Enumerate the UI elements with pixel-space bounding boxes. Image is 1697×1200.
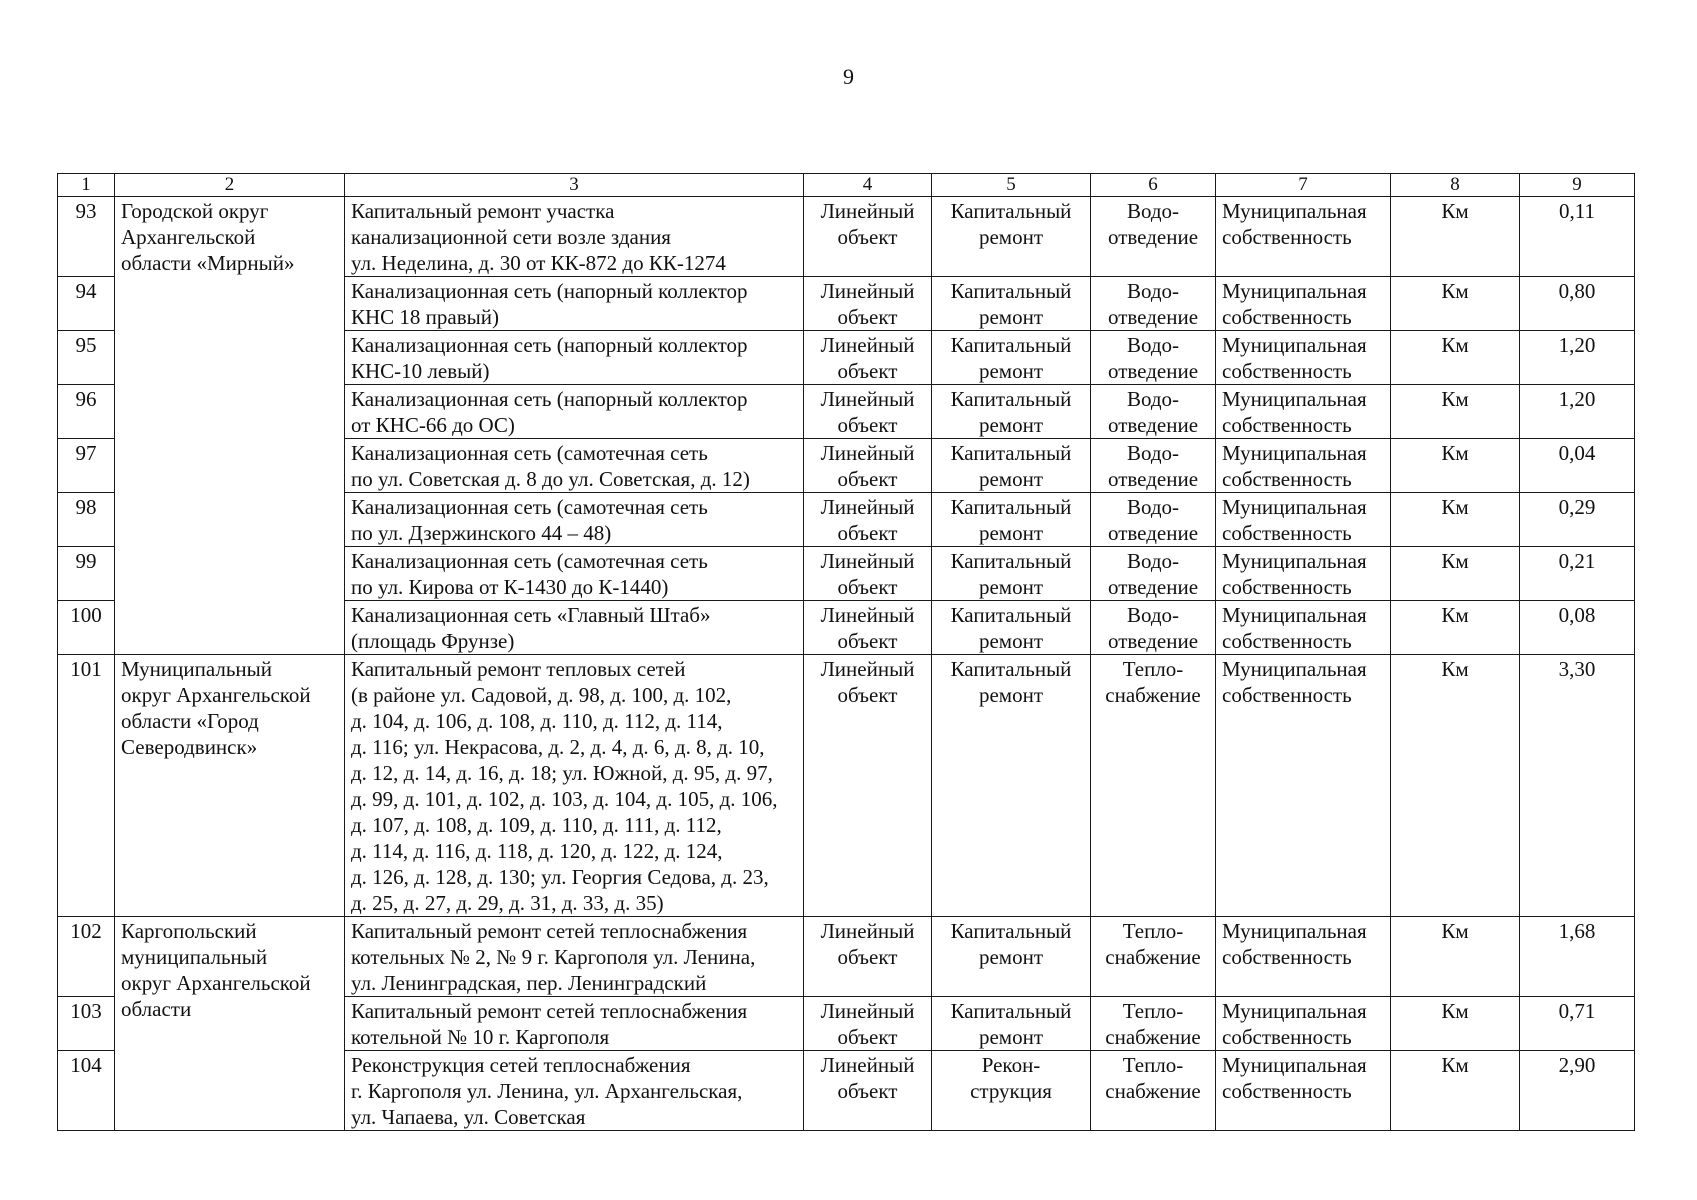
sector-cell: Водо- отведение xyxy=(1091,493,1216,547)
sector-cell: Тепло- снабжение xyxy=(1091,655,1216,917)
work-type-cell: Капитальный ремонт xyxy=(932,277,1091,331)
sector-cell: Водо- отведение xyxy=(1091,601,1216,655)
object-description-cell: Канализационная сеть (напорный коллектор от КНС-66 до ОС) xyxy=(345,385,804,439)
unit-cell: Км xyxy=(1391,997,1520,1051)
unit-cell: Км xyxy=(1391,439,1520,493)
sector-cell: Тепло- снабжение xyxy=(1091,997,1216,1051)
object-type-cell: Линейный объект xyxy=(804,601,932,655)
column-header: 4 xyxy=(804,174,932,197)
ownership-cell: Муниципальная собственность xyxy=(1216,655,1391,917)
row-number-cell: 100 xyxy=(58,601,115,655)
object-description-cell: Капитальный ремонт участка канализационной сети возле здания ул. Неделина, д. 30 от КК-872 до КК-1274 xyxy=(345,197,804,277)
municipality-cell: Городской округ Архангельской области «Мирный» xyxy=(115,197,345,655)
sector-cell: Водо- отведение xyxy=(1091,277,1216,331)
value-cell: 3,30 xyxy=(1520,655,1635,917)
ownership-cell: Муниципальная собственность xyxy=(1216,493,1391,547)
work-type-cell: Капитальный ремонт xyxy=(932,197,1091,277)
row-number-cell: 103 xyxy=(58,997,115,1051)
object-type-cell: Линейный объект xyxy=(804,277,932,331)
unit-cell: Км xyxy=(1391,277,1520,331)
unit-cell: Км xyxy=(1391,1051,1520,1131)
object-description-cell: Канализационная сеть «Главный Штаб» (площадь Фрунзе) xyxy=(345,601,804,655)
column-header: 8 xyxy=(1391,174,1520,197)
row-number-cell: 94 xyxy=(58,277,115,331)
value-cell: 0,71 xyxy=(1520,997,1635,1051)
value-cell: 1,20 xyxy=(1520,331,1635,385)
row-number-cell: 102 xyxy=(58,917,115,997)
object-description-cell: Канализационная сеть (самотечная сеть по ул. Кирова от К-1430 до К-1440) xyxy=(345,547,804,601)
work-type-cell: Капитальный ремонт xyxy=(932,331,1091,385)
object-type-cell: Линейный объект xyxy=(804,655,932,917)
value-cell: 0,21 xyxy=(1520,547,1635,601)
row-number-cell: 101 xyxy=(58,655,115,917)
column-header: 1 xyxy=(58,174,115,197)
ownership-cell: Муниципальная собственность xyxy=(1216,917,1391,997)
table-body xyxy=(58,197,1635,1131)
sector-cell: Тепло- снабжение xyxy=(1091,917,1216,997)
unit-cell: Км xyxy=(1391,917,1520,997)
page-number: 9 xyxy=(843,64,854,89)
column-header: 9 xyxy=(1520,174,1635,197)
table-row xyxy=(58,655,1635,917)
work-type-cell: Капитальный ремонт xyxy=(932,601,1091,655)
unit-cell: Км xyxy=(1391,331,1520,385)
column-number-row xyxy=(58,174,1635,197)
work-type-cell: Капитальный ремонт xyxy=(932,997,1091,1051)
municipality-cell: Муниципальный округ Архангельской области «Город Северодвинск» xyxy=(115,655,345,917)
sector-cell: Водо- отведение xyxy=(1091,197,1216,277)
object-description-cell: Реконструкция сетей теплоснабжения г. Каргополя ул. Ленина, ул. Архангельская, ул. Чапаева, ул. Советская xyxy=(345,1051,804,1131)
value-cell: 0,29 xyxy=(1520,493,1635,547)
unit-cell: Км xyxy=(1391,655,1520,917)
unit-cell: Км xyxy=(1391,547,1520,601)
row-number-cell: 95 xyxy=(58,331,115,385)
sector-cell: Водо- отведение xyxy=(1091,385,1216,439)
object-type-cell: Линейный объект xyxy=(804,331,932,385)
column-header: 2 xyxy=(115,174,345,197)
value-cell: 0,04 xyxy=(1520,439,1635,493)
ownership-cell: Муниципальная собственность xyxy=(1216,385,1391,439)
unit-cell: Км xyxy=(1391,385,1520,439)
value-cell: 1,20 xyxy=(1520,385,1635,439)
object-description-cell: Канализационная сеть (напорный коллектор КНС-10 левый) xyxy=(345,331,804,385)
object-type-cell: Линейный объект xyxy=(804,493,932,547)
object-description-cell: Капитальный ремонт сетей теплоснабжения котельной № 10 г. Каргополя xyxy=(345,997,804,1051)
sector-cell: Тепло- снабжение xyxy=(1091,1051,1216,1131)
column-header: 6 xyxy=(1091,174,1216,197)
table-row xyxy=(58,917,1635,997)
work-type-cell: Капитальный ремонт xyxy=(932,917,1091,997)
column-header: 7 xyxy=(1216,174,1391,197)
work-type-cell: Капитальный ремонт xyxy=(932,439,1091,493)
object-type-cell: Линейный объект xyxy=(804,1051,932,1131)
sector-cell: Водо- отведение xyxy=(1091,331,1216,385)
value-cell: 1,68 xyxy=(1520,917,1635,997)
municipality-cell: Каргопольский муниципальный округ Архангельской области xyxy=(115,917,345,1131)
work-type-cell: Капитальный ремонт xyxy=(932,547,1091,601)
ownership-cell: Муниципальная собственность xyxy=(1216,277,1391,331)
column-header: 3 xyxy=(345,174,804,197)
object-type-cell: Линейный объект xyxy=(804,385,932,439)
ownership-cell: Муниципальная собственность xyxy=(1216,439,1391,493)
object-description-cell: Канализационная сеть (самотечная сеть по ул. Дзержинского 44 – 48) xyxy=(345,493,804,547)
ownership-cell: Муниципальная собственность xyxy=(1216,331,1391,385)
row-number-cell: 93 xyxy=(58,197,115,277)
value-cell: 0,08 xyxy=(1520,601,1635,655)
unit-cell: Км xyxy=(1391,197,1520,277)
work-type-cell: Рекон- струкция xyxy=(932,1051,1091,1131)
work-type-cell: Капитальный ремонт xyxy=(932,655,1091,917)
object-type-cell: Линейный объект xyxy=(804,917,932,997)
table-row xyxy=(58,197,1635,277)
object-type-cell: Линейный объект xyxy=(804,197,932,277)
row-number-cell: 98 xyxy=(58,493,115,547)
object-type-cell: Линейный объект xyxy=(804,997,932,1051)
row-number-cell: 99 xyxy=(58,547,115,601)
value-cell: 0,80 xyxy=(1520,277,1635,331)
row-number-cell: 104 xyxy=(58,1051,115,1131)
object-description-cell: Капитальный ремонт сетей теплоснабжения котельных № 2, № 9 г. Каргополя ул. Ленина, ул. Ленинградская, пер. Ленинградский xyxy=(345,917,804,997)
object-description-cell: Капитальный ремонт тепловых сетей (в районе ул. Садовой, д. 98, д. 100, д. 102, д. 104, д. 106, д. 108, д. 110, д. 112, д. 114, д. 116; ул. Некрасова, д. 2, д. 4, д. 6, д. 8, д. 10, д. 12, д. 14, д. 16, д. 18; ул. Южной, д. 95, д. 97, д. 99, д. 101, д. 102, д. 103, д. 104, д. 105, д. 106, д. 107, д. 108, д. 109, д. 110, д. 111, д. 112, д. 114, д. 116, д. 118, д. 120, д. 122, д. 124, д. 126, д. 128, д. 130; ул. Георгия Седова, д. 23, д. 25, д. 27, д. 29, д. 31, д. 33, д. 35) xyxy=(345,655,804,917)
value-cell: 2,90 xyxy=(1520,1051,1635,1131)
object-type-cell: Линейный объект xyxy=(804,547,932,601)
column-header: 5 xyxy=(932,174,1091,197)
ownership-cell: Муниципальная собственность xyxy=(1216,547,1391,601)
unit-cell: Км xyxy=(1391,493,1520,547)
work-type-cell: Капитальный ремонт xyxy=(932,385,1091,439)
ownership-cell: Муниципальная собственность xyxy=(1216,197,1391,277)
row-number-cell: 97 xyxy=(58,439,115,493)
ownership-cell: Муниципальная собственность xyxy=(1216,601,1391,655)
objects-table xyxy=(57,173,1635,1131)
ownership-cell: Муниципальная собственность xyxy=(1216,1051,1391,1131)
object-description-cell: Канализационная сеть (напорный коллектор КНС 18 правый) xyxy=(345,277,804,331)
object-description-cell: Канализационная сеть (самотечная сеть по ул. Советская д. 8 до ул. Советская, д. 12) xyxy=(345,439,804,493)
work-type-cell: Капитальный ремонт xyxy=(932,493,1091,547)
sector-cell: Водо- отведение xyxy=(1091,439,1216,493)
object-type-cell: Линейный объект xyxy=(804,439,932,493)
sector-cell: Водо- отведение xyxy=(1091,547,1216,601)
unit-cell: Км xyxy=(1391,601,1520,655)
ownership-cell: Муниципальная собственность xyxy=(1216,997,1391,1051)
value-cell: 0,11 xyxy=(1520,197,1635,277)
row-number-cell: 96 xyxy=(58,385,115,439)
